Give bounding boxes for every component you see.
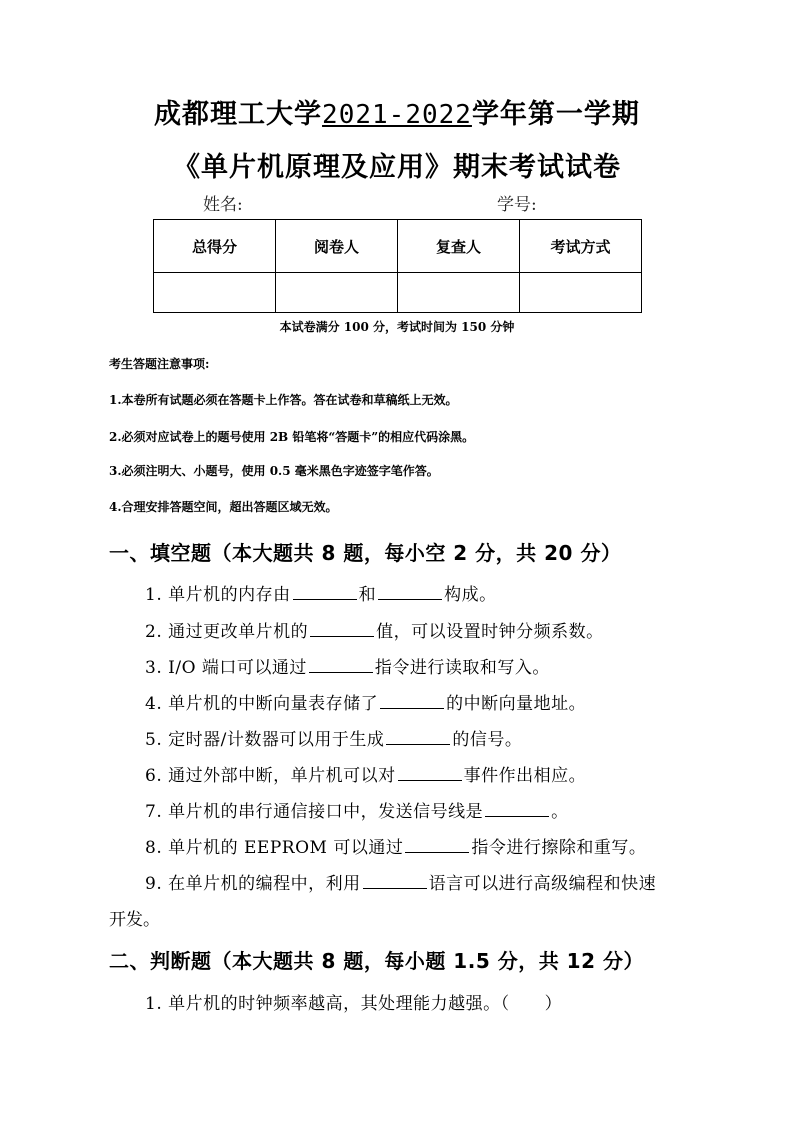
exam-subtitle: 《单片机原理及应用》期末考试试卷 <box>173 152 621 183</box>
notice-title: 考生答题注意事项: <box>109 357 210 371</box>
score-cell-reviewer <box>398 273 520 313</box>
answer-blank <box>380 707 444 709</box>
fill-question-4: 4. 单片机的中断向量表存储了 的中断向量地址。 <box>145 694 587 714</box>
notice-item: 4.合理安排答题空间，超出答题区域无效。 <box>109 500 338 514</box>
fill-question-7: 7. 单片机的串行通信接口中，发送信号线是 。 <box>145 802 569 822</box>
score-cell-exam-method <box>520 273 642 313</box>
score-cell-grader <box>276 273 398 313</box>
answer-blank <box>378 598 442 600</box>
score-header-exam-method: 考试方式 <box>520 220 642 273</box>
answer-blank <box>310 635 374 637</box>
fill-question-9-continued: 开发。 <box>109 910 160 930</box>
exam-title <box>0 92 794 131</box>
section1-title: 一、填空题（本大题共 8 题，每小空 2 分，共 20 分） <box>109 541 622 565</box>
section2-title: 二、判断题（本大题共 8 题，每小题 1.5 分，共 12 分） <box>109 949 644 973</box>
fill-question-1: 1. 单片机的内存由 和 构成。 <box>145 585 497 605</box>
full-score-note: 本试卷满分 100 分，考试时间为 150 分钟 <box>279 320 515 334</box>
name-label: 姓名: <box>203 195 243 215</box>
title-term: 学年第一学期 <box>471 99 640 130</box>
notice-item: 3.必须注明大、小题号，使用 0.5 毫米黑色字迹签字笔作答。 <box>109 464 439 478</box>
score-header-reviewer: 复查人 <box>398 220 520 273</box>
title-school: 成都理工大学 <box>154 99 323 130</box>
fill-question-2: 2. 通过更改单片机的 值，可以设置时钟分频系数。 <box>145 622 604 642</box>
answer-blank <box>405 851 469 853</box>
fill-question-6: 6. 通过外部中断，单片机可以对 事件作出相应。 <box>145 766 587 786</box>
notice-item: 2.必须对应试卷上的题号使用 2B 铅笔将“答题卡”的相应代码涂黑。 <box>109 430 475 444</box>
judge-question-1: 1. 单片机的时钟频率越高，其处理能力越强。（ ） <box>145 994 563 1014</box>
answer-blank <box>309 671 373 673</box>
score-cell-total <box>154 273 276 313</box>
student-id-label: 学号: <box>497 195 537 215</box>
score-header-total: 总得分 <box>154 220 276 273</box>
answer-blank <box>398 779 462 781</box>
answer-blank <box>293 598 357 600</box>
fill-question-8: 8. 单片机的 EEPROM 可以通过 指令进行擦除和重写。 <box>145 838 647 858</box>
fill-question-5: 5. 定时器/计数器可以用于生成 的信号。 <box>145 730 523 750</box>
answer-blank <box>485 815 549 817</box>
answer-blank <box>363 887 427 889</box>
title-year: 2021-2022 <box>322 100 472 130</box>
answer-blank <box>386 743 450 745</box>
fill-question-9: 9. 在单片机的编程中，利用 语言可以进行高级编程和快速 <box>145 874 657 894</box>
score-table <box>153 219 642 313</box>
fill-question-3: 3. I/O 端口可以通过 指令进行读取和写入。 <box>145 658 550 678</box>
score-header-grader: 阅卷人 <box>276 220 398 273</box>
notice-item: 1.本卷所有试题必须在答题卡上作答。答在试卷和草稿纸上无效。 <box>109 393 458 407</box>
